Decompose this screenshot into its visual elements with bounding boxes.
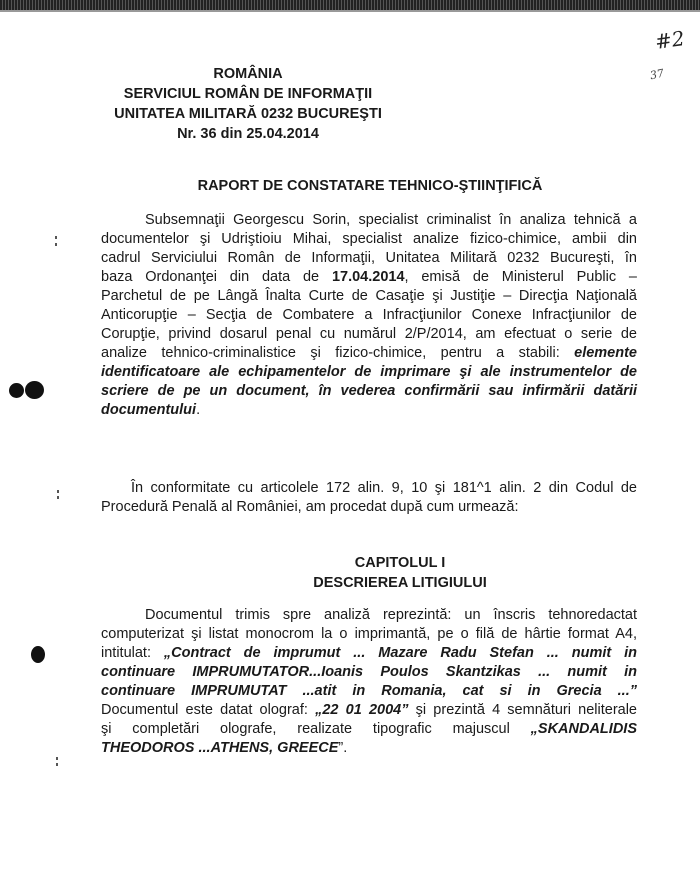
chapter-number: CAPITOLUL I — [354, 555, 446, 571]
margin-mark — [56, 757, 58, 760]
text-line: documentelor şi Udriştioiu Mihai, specialist analize fizico-chimice, ambii din — [101, 231, 637, 247]
scan-top-edge — [0, 10, 700, 12]
text-line: Procedură Penală al României, am procedat după cum urmează: — [101, 499, 519, 515]
text-line: baza Ordonanţei din data de 17.04.2014, emisă de Ministerul Public – — [101, 269, 637, 285]
punch-hole-right — [25, 381, 44, 399]
margin-mark — [57, 496, 59, 499]
text-line: şi completări olografe, realizate tipografic majuscul „SKANDALIDIS — [101, 721, 637, 737]
text-line: scriere de pe un document, în vederea confirmării sau infirmării datării — [101, 383, 637, 399]
document-header — [95, 64, 401, 144]
header-number: Nr. 36 din 25.04.2014 — [177, 126, 319, 142]
text-line: documentului. — [101, 402, 201, 418]
paragraph-intro — [101, 211, 637, 420]
handwritten-date: „22 01 2004” — [315, 702, 409, 718]
chapter-title: DESCRIEREA LITIGIULUI — [313, 575, 487, 591]
text-line: continuare IMPRUMUTAT ...atit in Romania, cat si in Grecia ...” — [101, 683, 637, 699]
text-line: Documentul este datat olograf: „22 01 2004” şi prezintă 4 semnături neliterale — [101, 702, 637, 718]
paragraph-description — [101, 606, 637, 758]
handwritten-note: 37 — [648, 66, 666, 83]
header-service: SERVICIUL ROMÂN DE INFORMAŢII — [123, 86, 373, 102]
text-line: Subsemnaţii Georgescu Sorin, specialist criminalist în analiza tehnică a — [145, 212, 637, 228]
header-unit: UNITATEA MILITARĂ 0232 BUCUREŞTI — [114, 106, 382, 122]
text-line: Parchetul de pe Lângă Înalta Curte de Casaţie şi Justiţie – Direcţia Naţională — [101, 288, 637, 304]
header-country: ROMÂNIA — [213, 66, 283, 82]
margin-mark — [57, 490, 59, 493]
report-title: RAPORT DE CONSTATARE TEHNICO-ŞTIINŢIFICĂ — [197, 178, 543, 194]
margin-mark — [55, 243, 57, 246]
text-line: computerizat şi listat monocrom la o imprimantă, pe o filă de hârtie format A4, — [101, 626, 637, 642]
chapter-heading — [280, 553, 520, 593]
text-line: Documentul trimis spre analiză reprezintă: un înscris tehnoredactat — [145, 607, 637, 623]
scan-top-border — [0, 0, 700, 10]
text-line: THEODOROS ...ATHENS, GREECE”. — [101, 740, 348, 756]
handwritten-page-number: #2 — [653, 26, 687, 54]
text-line: analize tehnico-criminalistice şi fizico-chimice, pentru a stabili: elemente — [101, 345, 637, 361]
punch-hole-lower — [31, 646, 45, 663]
margin-mark — [55, 236, 57, 239]
margin-mark — [56, 763, 58, 766]
text-line: identificatoare ale echipamentelor de imprimare şi ale instrumentelor de — [101, 364, 637, 380]
text-line: Corupţie, privind dosarul penal cu numărul 2/P/2014, am efectuat o serie de — [101, 326, 637, 342]
text-line: continuare IMPRUMUTATOR...Ioanis Poulos Skantzikas ... numit in — [101, 664, 637, 680]
text-line: Anticorupţie – Secţia de Combatere a Infracţiunilor Conexe Infracţiunilor de — [101, 307, 637, 323]
ordinance-date: 17.04.2014 — [331, 269, 405, 285]
punch-hole-left — [9, 383, 24, 398]
paragraph-legal-basis — [101, 479, 637, 517]
text-line: cadrul Serviciului Român de Informaţii, Unitatea Militară 0232 Bucureşti, în — [101, 250, 637, 266]
text-line: intitulat: „Contract de imprumut ... Mazare Radu Stefan ... numit in — [101, 645, 637, 661]
text-line: În conformitate cu articolele 172 alin. 9, 10 şi 181^1 alin. 2 din Codul de — [131, 480, 637, 496]
